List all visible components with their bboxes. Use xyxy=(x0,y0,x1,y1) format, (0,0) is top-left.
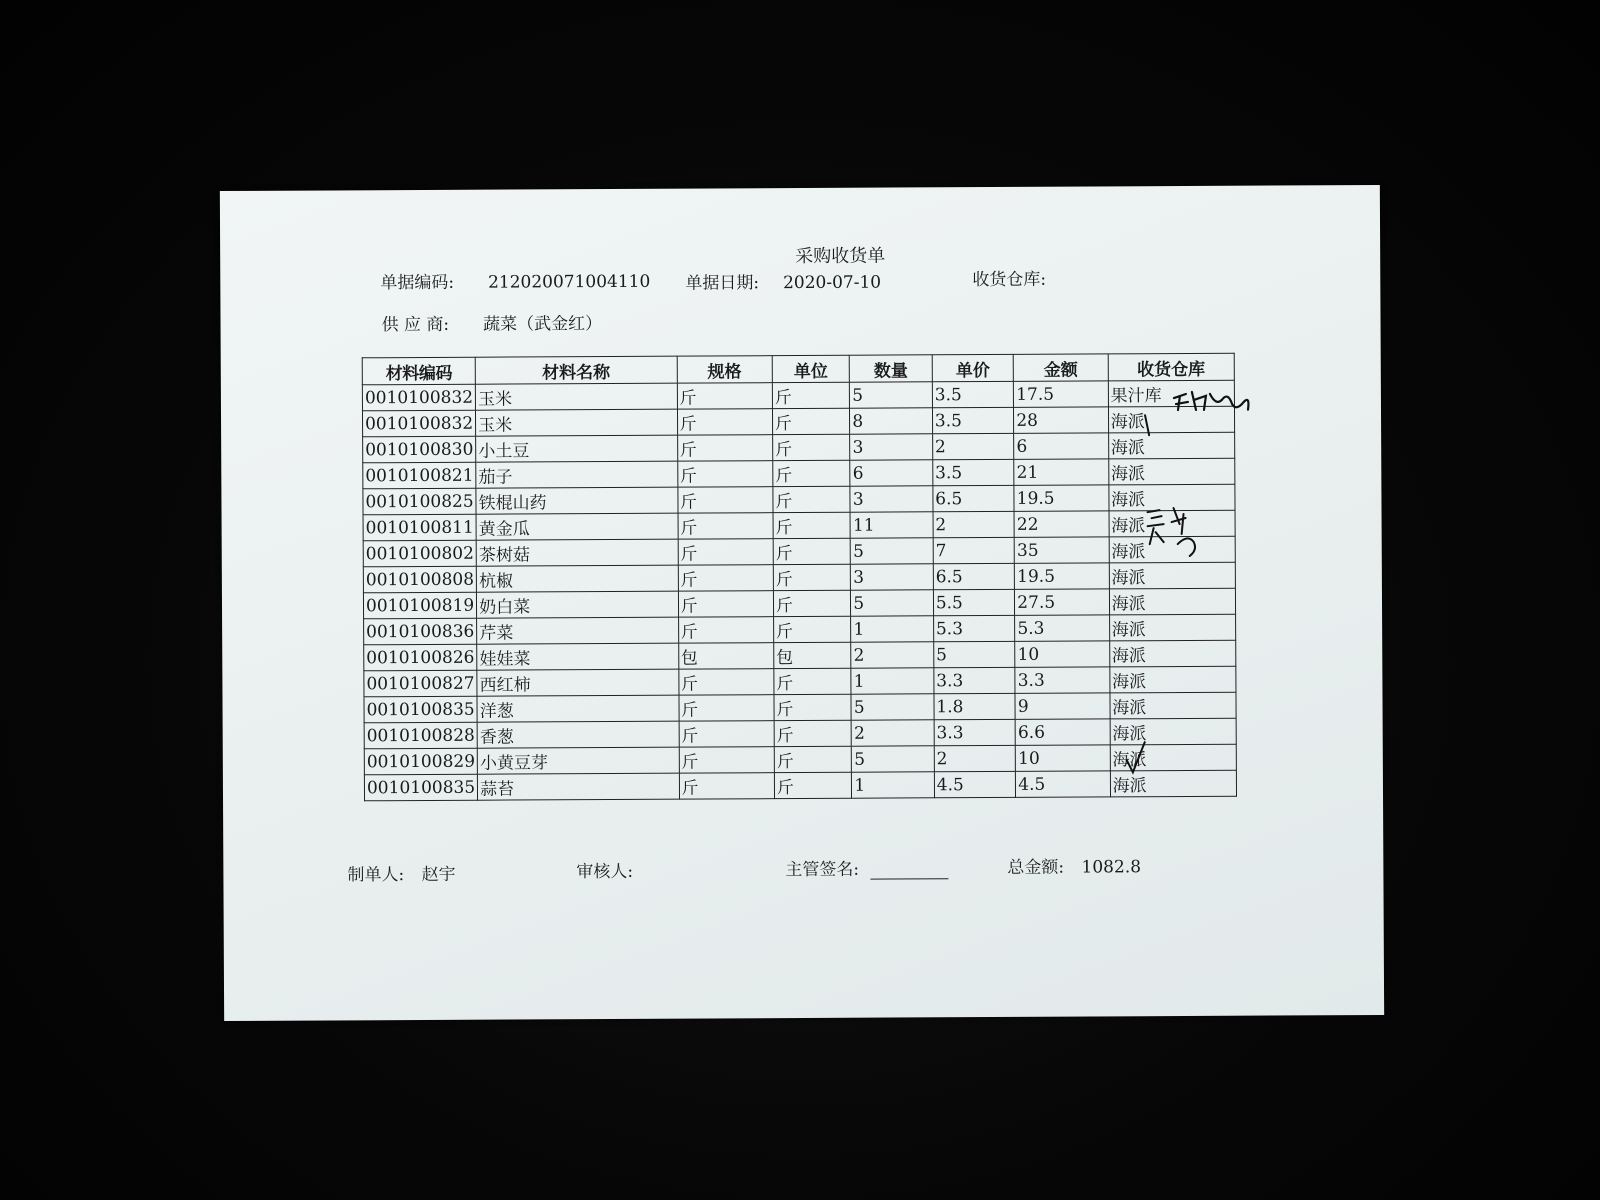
amount-cell: 10 xyxy=(1015,641,1109,667)
quantity-cell: 5 xyxy=(851,590,934,616)
header-unit-price: 单价 xyxy=(932,354,1014,381)
material-code-cell: 0010100832 xyxy=(362,384,475,411)
material-code-cell: 0010100835 xyxy=(364,774,477,801)
amount-cell: 28 xyxy=(1014,407,1108,433)
unit-price-cell: 3.5 xyxy=(933,459,1015,485)
unit-cell: 斤 xyxy=(773,538,851,564)
material-code-cell: 0010100802 xyxy=(363,540,476,567)
unit-cell: 斤 xyxy=(774,746,852,772)
quantity-cell: 2 xyxy=(851,720,934,746)
unit-price-cell: 5 xyxy=(934,641,1016,667)
material-name-cell: 杭椒 xyxy=(476,565,678,592)
spec-cell: 斤 xyxy=(677,409,772,435)
unit-price-cell: 6.5 xyxy=(933,485,1015,511)
material-code-cell: 0010100826 xyxy=(364,644,477,671)
maker-field xyxy=(347,860,455,886)
warehouse-cell: 海派 xyxy=(1110,770,1237,797)
receiving-warehouse-field xyxy=(972,265,1046,290)
receiving-warehouse-label: 收货仓库: xyxy=(972,269,1047,291)
amount-cell: 9 xyxy=(1015,693,1109,719)
amount-cell: 35 xyxy=(1014,537,1108,563)
spec-cell: 包 xyxy=(678,643,773,669)
quantity-cell: 2 xyxy=(851,642,934,668)
material-code-cell: 0010100811 xyxy=(363,514,476,541)
spec-cell: 斤 xyxy=(679,695,774,721)
quantity-cell: 5 xyxy=(851,694,934,720)
material-code-cell: 0010100821 xyxy=(363,462,476,489)
spec-cell: 斤 xyxy=(678,669,773,695)
material-code-cell: 0010100827 xyxy=(364,670,477,697)
purchase-receipt-sheet xyxy=(220,185,1384,1021)
supervisor-signature-field xyxy=(785,854,948,880)
spec-cell: 斤 xyxy=(677,435,772,461)
reviewer-label: 审核人: xyxy=(576,861,634,883)
spec-cell: 斤 xyxy=(678,539,773,565)
header-unit: 单位 xyxy=(772,355,850,382)
unit-price-cell: 4.5 xyxy=(934,771,1016,797)
unit-cell: 斤 xyxy=(774,694,852,720)
material-name-cell: 奶白菜 xyxy=(477,591,679,618)
doc-number-label: 单据编码: xyxy=(380,272,455,294)
unit-price-cell: 3.3 xyxy=(934,667,1016,693)
doc-number-field xyxy=(380,267,650,293)
unit-cell: 斤 xyxy=(774,668,852,694)
quantity-cell: 3 xyxy=(850,434,933,460)
warehouse-cell: 海派 xyxy=(1109,666,1236,693)
amount-cell: 6.6 xyxy=(1015,719,1109,745)
material-name-cell: 娃娃菜 xyxy=(477,643,679,670)
amount-cell: 21 xyxy=(1014,459,1108,485)
header-spec: 规格 xyxy=(677,356,772,383)
unit-cell: 斤 xyxy=(774,720,852,746)
unit-cell: 斤 xyxy=(772,382,850,408)
quantity-cell: 5 xyxy=(851,538,934,564)
supplier-field xyxy=(381,309,602,335)
amount-cell: 17.5 xyxy=(1014,381,1108,407)
material-name-cell: 小黄豆芽 xyxy=(477,747,679,774)
quantity-cell: 3 xyxy=(851,564,934,590)
warehouse-cell: 海派 xyxy=(1109,536,1236,563)
quantity-cell: 8 xyxy=(850,408,933,434)
warehouse-cell: 海派 xyxy=(1109,614,1236,641)
warehouse-cell: 果汁库 xyxy=(1108,380,1235,407)
warehouse-cell: 海派 xyxy=(1110,692,1237,719)
spec-cell: 斤 xyxy=(679,747,774,773)
unit-price-cell: 1.8 xyxy=(934,693,1016,719)
spec-cell: 斤 xyxy=(678,565,773,591)
warehouse-cell: 海派 xyxy=(1109,510,1236,537)
amount-cell: 19.5 xyxy=(1015,563,1109,589)
spec-cell: 斤 xyxy=(677,487,772,513)
unit-price-cell: 3.3 xyxy=(934,719,1016,745)
signature-line xyxy=(870,860,948,879)
spec-cell: 斤 xyxy=(678,513,773,539)
unit-cell: 斤 xyxy=(772,434,850,460)
quantity-cell: 6 xyxy=(850,460,933,486)
material-code-cell: 0010100825 xyxy=(363,488,476,515)
unit-cell: 斤 xyxy=(773,590,851,616)
unit-price-cell: 5.5 xyxy=(933,589,1015,615)
unit-price-cell: 3.5 xyxy=(932,381,1014,407)
amount-cell: 27.5 xyxy=(1015,589,1109,615)
quantity-cell: 1 xyxy=(851,668,934,694)
supplier-value: 蔬菜（武金红） xyxy=(483,314,603,335)
amount-cell: 4.5 xyxy=(1016,771,1110,797)
spec-cell: 斤 xyxy=(678,591,773,617)
material-name-cell: 玉米 xyxy=(476,383,678,410)
material-code-cell: 0010100832 xyxy=(362,410,475,437)
material-code-cell: 0010100835 xyxy=(364,696,477,723)
amount-cell: 5.3 xyxy=(1015,615,1109,641)
header-amount: 金额 xyxy=(1013,354,1107,381)
header-material-name: 材料名称 xyxy=(475,356,677,384)
spec-cell: 斤 xyxy=(677,461,772,487)
warehouse-cell: 海派 xyxy=(1109,640,1236,667)
unit-cell: 斤 xyxy=(773,564,851,590)
material-code-cell: 0010100819 xyxy=(363,592,476,619)
document-title: 采购收货单 xyxy=(795,245,886,268)
unit-cell: 斤 xyxy=(773,460,851,486)
material-code-cell: 0010100808 xyxy=(363,566,476,593)
warehouse-cell: 海派 xyxy=(1108,432,1235,459)
warehouse-cell: 海派 xyxy=(1108,406,1235,433)
supplier-label: 供 应 商: xyxy=(381,314,450,336)
unit-cell: 包 xyxy=(774,642,852,668)
quantity-cell: 11 xyxy=(850,512,933,538)
amount-cell: 22 xyxy=(1014,511,1108,537)
unit-price-cell: 5.3 xyxy=(933,615,1015,641)
material-name-cell: 黄金瓜 xyxy=(476,513,678,540)
amount-cell: 6 xyxy=(1014,433,1108,459)
unit-price-cell: 2 xyxy=(933,511,1015,537)
unit-price-cell: 6.5 xyxy=(933,563,1015,589)
warehouse-cell: 海派 xyxy=(1108,458,1235,485)
doc-number-value: 212020071004110 xyxy=(488,271,651,293)
quantity-cell: 1 xyxy=(851,616,934,642)
header-quantity: 数量 xyxy=(850,355,933,382)
unit-cell: 斤 xyxy=(772,408,850,434)
material-name-cell: 铁棍山药 xyxy=(476,487,678,514)
material-name-cell: 香葱 xyxy=(477,721,679,748)
header-material-code: 材料编码 xyxy=(362,357,475,385)
spec-cell: 斤 xyxy=(679,773,774,799)
material-name-cell: 茄子 xyxy=(476,461,678,488)
doc-date-label: 单据日期: xyxy=(685,273,760,294)
items-table xyxy=(362,353,1237,802)
quantity-cell: 5 xyxy=(852,746,935,772)
maker-label: 制单人: xyxy=(347,865,405,886)
maker-value: 赵宇 xyxy=(421,864,456,885)
quantity-cell: 3 xyxy=(850,486,933,512)
quantity-cell: 5 xyxy=(850,382,933,408)
material-name-cell: 茶树菇 xyxy=(476,539,678,566)
amount-cell: 19.5 xyxy=(1014,485,1108,511)
unit-price-cell: 2 xyxy=(932,433,1014,459)
unit-cell: 斤 xyxy=(773,512,851,538)
spec-cell: 斤 xyxy=(679,721,774,747)
material-code-cell: 0010100828 xyxy=(364,722,477,749)
material-name-cell: 玉米 xyxy=(476,409,678,436)
spec-cell: 斤 xyxy=(678,617,773,643)
unit-cell: 斤 xyxy=(774,772,852,798)
quantity-cell: 1 xyxy=(852,772,935,798)
doc-date-value: 2020-07-10 xyxy=(783,272,882,294)
supervisor-label: 主管签名: xyxy=(785,859,860,881)
total-value: 1082.8 xyxy=(1081,857,1142,878)
warehouse-cell: 海派 xyxy=(1110,744,1237,771)
total-amount-field xyxy=(1007,852,1141,878)
unit-price-cell: 3.5 xyxy=(932,407,1014,433)
total-label: 总金额: xyxy=(1007,857,1065,878)
warehouse-cell: 海派 xyxy=(1109,588,1236,615)
doc-date-field xyxy=(685,268,881,294)
material-name-cell: 西红柿 xyxy=(477,669,679,696)
unit-price-cell: 2 xyxy=(934,745,1016,771)
table-row xyxy=(364,770,1236,801)
material-name-cell: 洋葱 xyxy=(477,695,679,722)
unit-cell: 斤 xyxy=(773,616,851,642)
material-code-cell: 0010100836 xyxy=(364,618,477,645)
spec-cell: 斤 xyxy=(677,383,772,409)
reviewer-field xyxy=(576,857,633,882)
material-code-cell: 0010100830 xyxy=(363,436,476,463)
material-code-cell: 0010100829 xyxy=(364,748,477,775)
amount-cell: 10 xyxy=(1016,745,1110,771)
amount-cell: 3.3 xyxy=(1015,667,1109,693)
material-name-cell: 蒜苔 xyxy=(478,773,680,800)
unit-cell: 斤 xyxy=(773,486,851,512)
warehouse-cell: 海派 xyxy=(1109,562,1236,589)
warehouse-cell: 海派 xyxy=(1109,484,1236,511)
warehouse-cell: 海派 xyxy=(1110,718,1237,745)
material-name-cell: 小土豆 xyxy=(476,435,678,462)
header-warehouse: 收货仓库 xyxy=(1108,353,1235,381)
unit-price-cell: 7 xyxy=(933,537,1015,563)
material-name-cell: 芹菜 xyxy=(477,617,679,644)
